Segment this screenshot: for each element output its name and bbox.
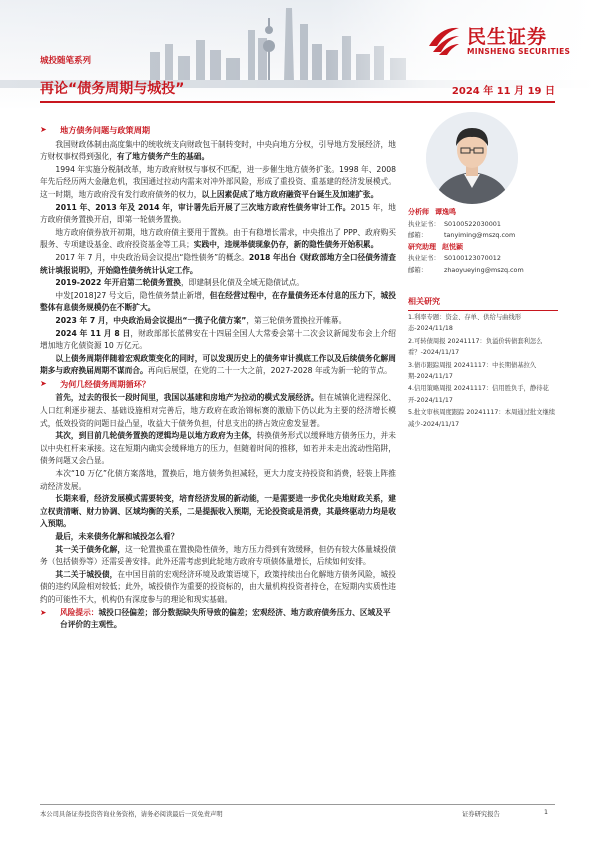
analyst-2-cert-row (408, 253, 558, 265)
paragraph-text: 这一轮置换重在置换隐性债务，地方压力得到有效缓释，但仍有较大体量城投债务（包括债券等）还需妥善安排。此外还需考虑到此轮地方政府专项债体量增长，后续如何安排。 (40, 544, 396, 567)
emphasis-text: 但在经营过程中，在存量债务还本付息的压力下，城投整体有息债务规模仍在不断扩大。 (40, 290, 396, 313)
emphasis-text: 以上因素促成了地方政府融资平台诞生及加速扩张。 (201, 189, 379, 199)
body-paragraph (40, 430, 396, 468)
paragraph-text: 本次“10 万亿”化债方案落地，置换后，地方债务负担减轻，更大力度支持投资和消费，轻装上阵推动经济发展。 (40, 469, 396, 491)
paragraph-text: 地方政府债券放开初期，地方政府债主要用于置换。由于有稳增长需求，中央推出了 PPP、政府购买服务、专项建设基金、政府投资基金等工具； (40, 227, 396, 250)
analyst-photo (426, 112, 518, 204)
paragraph-text: 1994 年实施分税制改革，地方政府财权与事权不匹配，进一步催生地方债务扩张。1998 年、2008 年先后经历两大金融危机，我国通过拉动内需来对冲外部风险，形成了重投资、重基建的经济发展模式。这一时期，地方政府没有发行政府债务的权力， (40, 164, 396, 199)
email-label: 邮箱： (408, 231, 428, 240)
analyst-2-email-row (408, 265, 558, 277)
body-paragraph (40, 290, 396, 315)
emphasis-text: 其次，到目前几轮债务置换的逻辑均是以地方政府为主体， (55, 431, 257, 441)
body-paragraph (40, 353, 396, 378)
body-paragraph (40, 544, 396, 569)
body-paragraph (40, 468, 396, 493)
emphasis-text: 最后，未来债务化解和城投怎么看？ (55, 532, 179, 541)
email-link[interactable]: zhaoyueying@mszq.com (444, 265, 524, 274)
body-paragraph (40, 531, 396, 544)
analyst-1-title-row (408, 207, 558, 219)
paragraph-text: 转换债务形式以缓释地方债务压力，并未以中央杠杆来承接。这在短期内确实会缓释地方的压力，但随着时间的推移，如若并未走出流动性陷阱，债务问题又会凸显。 (40, 431, 396, 466)
paragraph-text: 在中国目前的宏观经济环境及政策语境下，政策持续出台化解地方债务风险，城投债的违约风险相对较低；此外，城投债作为重要的投资标的，由大量机构投资者持仓，在短期内实质性违约的可能性不大，机构仍有深度参与的理论和现实基础。 (40, 569, 396, 604)
report-title: 再论“债务周期与城投” (40, 81, 185, 97)
emphasis-text: 其一关于债务化解， (55, 544, 126, 554)
brand-name-en: MINSHENG SECURITIES (467, 47, 571, 56)
body-paragraph (40, 202, 396, 227)
paragraph-text: 我国财政体制由高度集中的统收统支向财政包干制转变时，中央向地方分权，引导地方发展经济，地方财权事权得到强化， (40, 139, 396, 162)
paragraph-text: 再向后展望，在党的二十一大之前，2027-2028 年或为新一轮的节点。 (147, 366, 392, 376)
analyst-role: 研究助理 (408, 242, 436, 251)
brand-logo (427, 22, 577, 62)
analyst-1-email-row (408, 230, 558, 242)
footer-report-type: 证券研究报告 (462, 811, 500, 818)
emphasis-text: 2018 年出台《财政部地方全口径债务清查统计填报说明》，开始隐性债务统计认定工作。 (40, 252, 396, 275)
email-label: 邮箱： (408, 265, 428, 274)
related-research-title: 相关研究 (408, 296, 558, 311)
footer-divider (40, 804, 555, 805)
emphasis-text: 实践中，违规举债现象仍存，新的隐性债务开始积累。 (193, 240, 379, 250)
email-link[interactable]: tanyiming@mszq.com (444, 231, 516, 240)
title-divider (40, 101, 555, 103)
risk-warning (40, 607, 396, 632)
arrow-icon: ➤ (40, 607, 47, 617)
related-item[interactable]: 2.可转债周报 20241117：负溢价转债套利怎么看？-2024/11/17 (408, 337, 543, 357)
body-paragraph (40, 139, 396, 164)
analyst-1-cert-row (408, 219, 558, 231)
cert-label: 执业证书： (408, 219, 440, 228)
emphasis-text: 其二关于城投债， (55, 569, 118, 579)
body-paragraph (40, 328, 396, 353)
emphasis-text: 2011 年、2013 年及 2014 年，审计署先后开展了三次地方政府性债务审计工作。 (55, 202, 351, 212)
related-item[interactable]: 5.批文审核周度跟踪 20241117：本周通过批文继续减少-2024/11/17 (408, 409, 556, 428)
body-paragraph (40, 277, 396, 290)
risk-text: 城投口径偏差；部分数据缺失所导致的偏差；宏观经济、地方政府债务压力、区域及平台评价的主观性。 (60, 607, 391, 630)
emphasis-text: 2024 年 11 月 8 日 (55, 328, 131, 338)
paragraph-text: 中发[2018]27 号文后，隐性债务禁止新增， (55, 290, 210, 300)
analyst-2-title-row (408, 242, 558, 254)
body-paragraph (40, 392, 396, 430)
risk-label: 风险提示： (60, 607, 99, 617)
main-content (40, 124, 396, 632)
emphasis-text: 长期来看，经济发展模式需要转变，培育经济发展的新动能，一是需要进一步优化央地财政关系，建立权责清晰、财力协调、区域均衡的关系，二是提振收入预期，无论投资或是消费，其最终驱动力均是收入预期。 (40, 494, 396, 529)
footer-disclaimer: 本公司具备证券投资咨询业务资格，请务必阅读最后一页免责声明 (40, 811, 223, 818)
body-paragraph (40, 493, 396, 531)
body-paragraph (40, 252, 396, 277)
paragraph-text: 2017 年 7 月，中央政治局会议提出“隐性债务”的概念。 (55, 252, 249, 262)
cert-number: S0100123070012 (444, 254, 501, 263)
section-heading-text: 地方债务问题与政策周期 (60, 125, 151, 135)
brand-name-cn: 民生证券 (467, 26, 548, 48)
emphasis-text: 有了地方债务产生的基础。 (116, 152, 210, 162)
section-heading (40, 378, 396, 391)
body-paragraph (40, 227, 396, 252)
emphasis-text: 2019-2022 年开启第二轮债务置换 (55, 278, 181, 288)
paragraph-text: 2015 年，地方政府债务置换开启，即第一轮债务置换。 (40, 202, 396, 225)
emphasis-text: 首先，过去的很长一段时间里，我国以基建和房地产为拉动的模式发展经济。 (55, 393, 319, 403)
cert-number: S0100522030001 (444, 219, 501, 228)
page-number: 1 (544, 809, 549, 816)
paragraph-text: ，财政部部长蓝佛安在十四届全国人大常委会第十二次会议新闻发布会上介绍增加地方化债资源 10 万亿元。 (40, 328, 396, 351)
paragraph-text: 但在城镇化进程深化、人口红利逐步褪去、基础设施相对完善后，地方政府在政治锦标赛的激励下仍以此为主要的经济增长模式，低效投资的问题日益凸显，收益大于债务负担，付息支出的挤占效应愈发显著。 (40, 393, 396, 428)
analyst-role: 分析师 (408, 208, 429, 216)
related-item[interactable]: 1.利率专题：资金、存单、供给与曲线形态-2024/11/18 (408, 314, 522, 333)
analyst-info (408, 207, 558, 277)
section-heading (40, 124, 396, 137)
report-date: 2024 年 11 月 19 日 (451, 86, 555, 97)
related-item[interactable]: 4.信用策略周报 20241117：信用胜负手，静待花开-2024/11/17 (408, 385, 549, 404)
paragraph-text: ，即建制县化债及全域无隐债试点。 (180, 278, 304, 288)
emphasis-text: 以上债务周期伴随着宏观政策变化的同时，可以发现历史上的债务审计摸底工作以及后续债务化解周期多与政府换届周期不谋而合。 (40, 353, 396, 376)
analyst-avatar-icon (426, 112, 518, 204)
section-heading-text: 为何几经债务周期循环？ (60, 378, 151, 389)
related-research-list (408, 312, 558, 431)
emphasis-text: 2023 年 7 月，中央政治局会议提出“一揽子化债方案” (55, 315, 247, 325)
body-paragraph (40, 569, 396, 607)
report-series: 城投随笔系列 (40, 56, 92, 66)
arrow-icon: ➤ (40, 125, 47, 134)
body-paragraph (40, 164, 396, 202)
paragraph-text: ，第三轮债务置换拉开帷幕。 (246, 315, 347, 325)
related-item[interactable]: 3.债市跟踪周报 20241117：中长期债基拉久期-2024/11/17 (408, 361, 537, 381)
minsheng-logo-icon (427, 24, 461, 56)
arrow-icon: ➤ (40, 378, 47, 388)
body-paragraph (40, 315, 396, 328)
analyst-name: 谭逸鸣 (435, 208, 456, 216)
analyst-name: 赵悦颖 (442, 242, 463, 251)
cert-label: 执业证书： (408, 254, 440, 263)
